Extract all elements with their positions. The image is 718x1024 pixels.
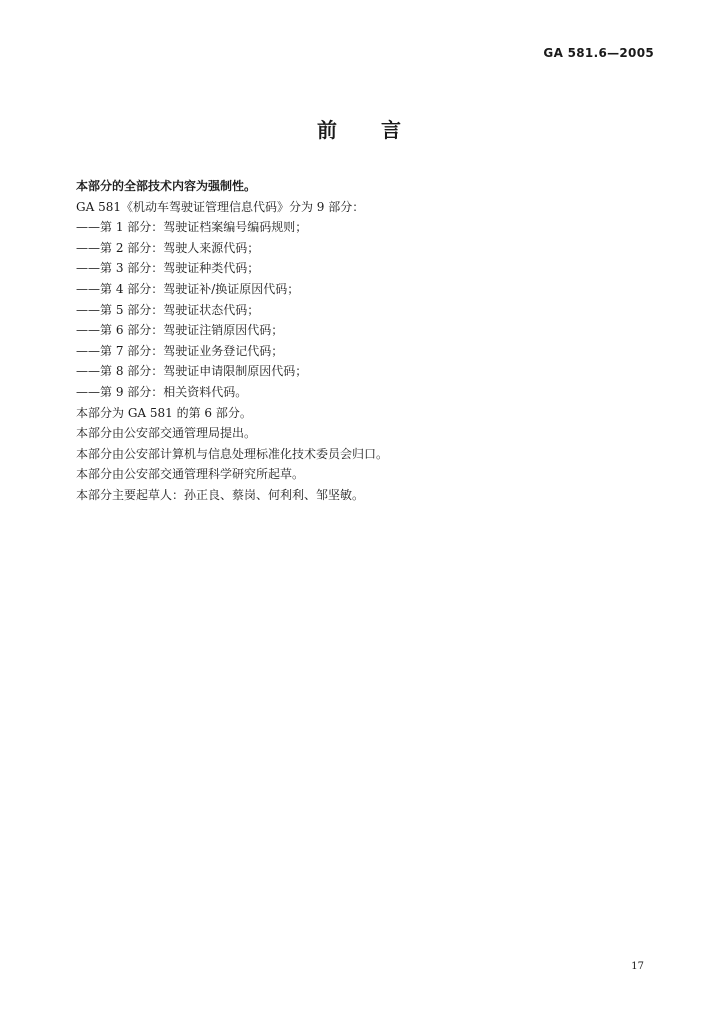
preface-line: 本部分主要起草人：孙正良、蔡岗、何利利、邹坚敏。 bbox=[76, 487, 365, 502]
preface-line: ——第 6 部分：驾驶证注销原因代码； bbox=[76, 323, 284, 338]
preface-line: 本部分为 GA 581 的第 6 部分。 bbox=[76, 405, 252, 420]
preface-line: ——第 4 部分：驾驶证补/换证原因代码； bbox=[76, 281, 300, 296]
preface-line: 本部分由公安部计算机与信息处理标准化技术委员会归口。 bbox=[76, 446, 389, 461]
preface-line: ——第 7 部分：驾驶证业务登记代码； bbox=[76, 343, 284, 358]
standard-number: GA 581.6—2005 bbox=[543, 46, 654, 60]
preface-line: 本部分的全部技术内容为强制性。 bbox=[76, 179, 257, 193]
preface-line: ——第 2 部分：驾驶人来源代码； bbox=[76, 240, 260, 255]
preface-line: GA 581《机动车驾驶证管理信息代码》分为 9 部分： bbox=[76, 199, 365, 214]
preface-line: ——第 1 部分：驾驶证档案编号编码规则； bbox=[76, 220, 308, 235]
preface-body bbox=[76, 176, 656, 506]
preface-line: ——第 9 部分：相关资料代码。 bbox=[76, 384, 248, 399]
preface-line: 本部分由公安部交通管理局提出。 bbox=[76, 426, 257, 441]
preface-line: ——第 3 部分：驾驶证种类代码； bbox=[76, 261, 260, 276]
preface-line: 本部分由公安部交通管理科学研究所起草。 bbox=[76, 467, 305, 482]
page-title: 前言 bbox=[317, 118, 445, 142]
preface-line: ——第 5 部分：驾驶证状态代码； bbox=[76, 302, 260, 317]
preface-line: ——第 8 部分：驾驶证申请限制原因代码； bbox=[76, 364, 308, 379]
page-number: 17 bbox=[631, 961, 644, 972]
